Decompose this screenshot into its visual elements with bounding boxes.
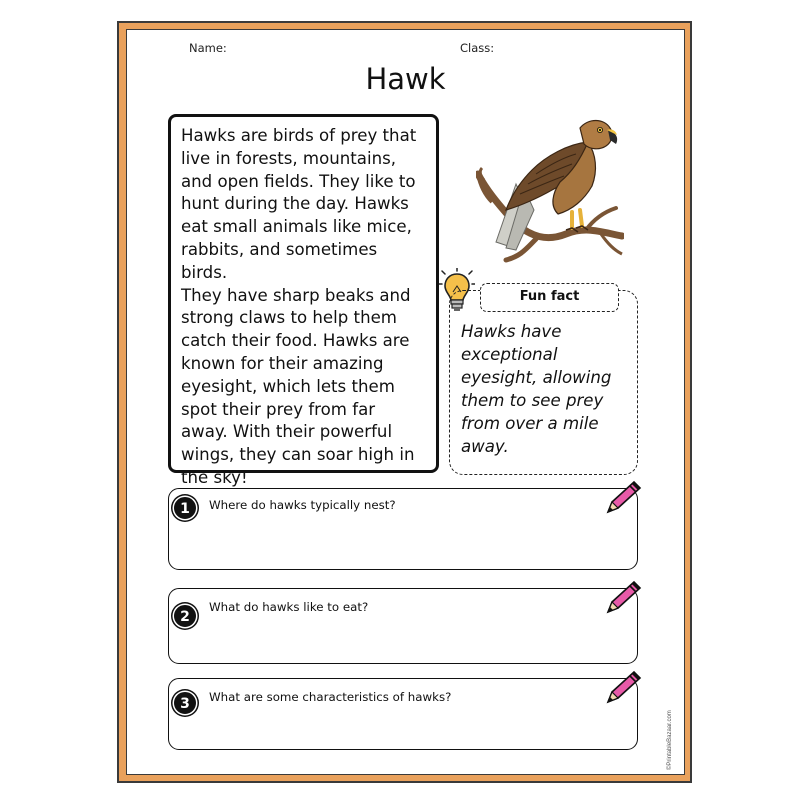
- fun-fact-text: Hawks have exceptional eyesight, allowing them to see prey from over a mile away.: [461, 322, 612, 456]
- fun-fact-title: Fun fact: [480, 283, 619, 312]
- question-1-text: Where do hawks typically nest?: [209, 498, 396, 512]
- watermark: [664, 700, 674, 770]
- question-number-2: 2: [174, 605, 196, 627]
- answer-box-3[interactable]: [168, 678, 638, 750]
- reading-passage: Hawks are birds of prey that live in forests, mountains, and open fields. They like to hunt during the day. Hawks eat small animals like mice, rabbits, and sometimes birds. They have sharp beaks and strong claws to help them catch their food. Hawks are known for their amazing eyesight, which lets them spot their prey from far away. With their powerful wings, they can soar high in the sky!: [168, 114, 439, 473]
- watermark-text: ©PrintableBazaar.com: [667, 710, 673, 770]
- pencil-icon: [606, 670, 642, 704]
- question-number-3: 3: [174, 692, 196, 714]
- question-3-text: What are some characteristics of hawks?: [209, 690, 452, 704]
- class-label: Class:: [460, 41, 495, 55]
- question-2-text: What do hawks like to eat?: [209, 600, 369, 614]
- name-label: Name:: [189, 41, 227, 55]
- hawk-illustration: [476, 114, 624, 264]
- question-number-1: 1: [174, 497, 196, 519]
- page-title: Hawk: [365, 62, 446, 96]
- pencil-icon: [606, 480, 642, 514]
- pencil-icon: [606, 580, 642, 614]
